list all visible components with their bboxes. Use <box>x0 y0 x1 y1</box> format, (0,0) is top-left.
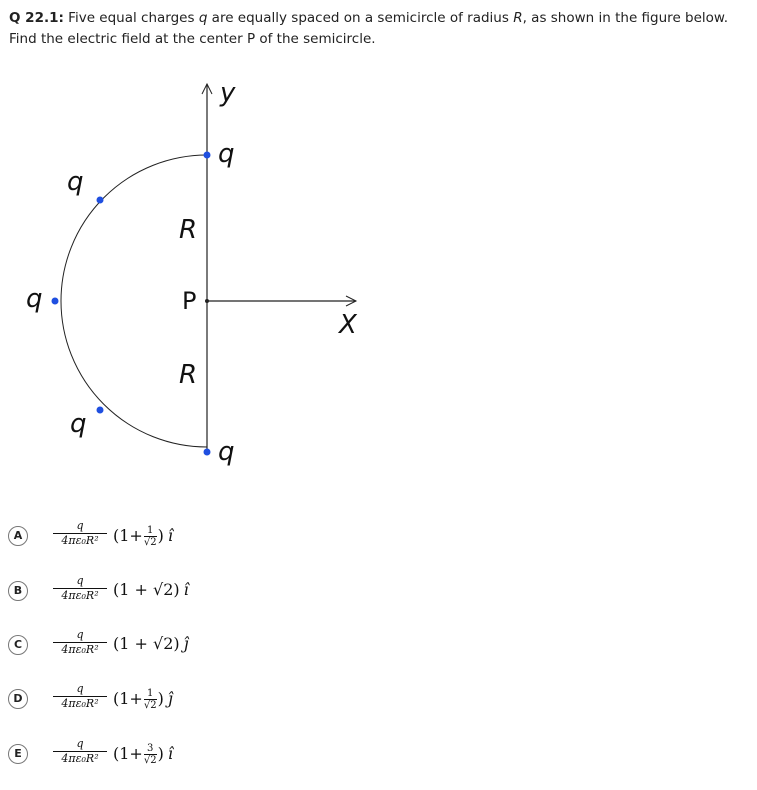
expression-lead: (1 + √2) <box>113 634 180 653</box>
fraction-numerator: q <box>76 574 84 587</box>
charge-label-top: q <box>218 139 235 169</box>
expression-close: ) <box>157 744 164 763</box>
semicircle-figure <box>0 70 400 470</box>
fraction-numerator: q <box>76 628 84 641</box>
question-text-part3: , as shown in the figure below. Find the electric field at the center P of the semicircle. <box>9 10 729 47</box>
option-b[interactable] <box>8 571 308 611</box>
expression-close: ) <box>157 689 164 708</box>
inner-numerator: 1 <box>147 525 154 536</box>
question-text <box>9 8 749 50</box>
inner-fraction <box>144 743 157 766</box>
inner-numerator: 1 <box>147 688 154 699</box>
unit-vector: î <box>167 744 173 763</box>
unit-vector: î <box>167 526 173 545</box>
charge-upper-left <box>97 197 104 204</box>
coefficient-fraction <box>53 629 107 656</box>
expression-lead: (1+ <box>113 526 143 545</box>
charge-label-upper-left: q <box>67 167 84 197</box>
bracket-expression <box>113 525 173 548</box>
bracket-expression <box>113 743 173 766</box>
center-point <box>205 299 209 303</box>
option-letter-badge[interactable]: E <box>8 744 28 764</box>
question-var-q: q <box>198 10 208 26</box>
unit-vector: ĵ <box>183 634 189 653</box>
inner-denominator: √2 <box>143 700 157 711</box>
fraction-numerator: q <box>76 682 84 695</box>
option-d[interactable] <box>8 679 308 719</box>
charge-label-left: q <box>26 284 43 314</box>
question-text-part2: are equally spaced on a semicircle of radius <box>207 10 514 26</box>
option-letter-badge[interactable]: C <box>8 635 28 655</box>
radius-label-lower: R <box>179 360 198 390</box>
charge-label-lower-left: q <box>70 409 87 439</box>
option-c[interactable] <box>8 625 308 665</box>
y-axis-label: y <box>220 78 236 108</box>
unit-vector: î <box>183 580 189 599</box>
inner-denominator: √2 <box>143 755 157 766</box>
option-a[interactable] <box>8 516 308 556</box>
option-letter-badge[interactable]: A <box>8 526 28 546</box>
fraction-denominator: 4πε₀R² <box>61 697 99 710</box>
radius-label-upper: R <box>179 215 198 245</box>
fraction-denominator: 4πε₀R² <box>61 589 99 602</box>
unit-vector: ĵ <box>167 689 173 708</box>
x-axis-label: X <box>339 310 357 340</box>
bracket-expression <box>113 688 173 711</box>
option-letter-badge[interactable]: D <box>8 689 28 709</box>
option-e[interactable] <box>8 734 308 774</box>
fraction-denominator: 4πε₀R² <box>61 534 99 547</box>
expression-lead: (1+ <box>113 689 143 708</box>
charge-lower-left <box>97 407 104 414</box>
bracket-expression <box>113 580 189 599</box>
center-label: P <box>182 287 197 315</box>
inner-denominator: √2 <box>143 537 157 548</box>
charge-label-bottom: q <box>218 437 235 467</box>
inner-fraction <box>144 688 157 711</box>
fraction-denominator: 4πε₀R² <box>61 752 99 765</box>
charge-left <box>52 298 59 305</box>
expression-lead: (1+ <box>113 744 143 763</box>
expression-lead: (1 + √2) <box>113 580 180 599</box>
coefficient-fraction <box>53 683 107 710</box>
inner-fraction <box>144 525 157 548</box>
option-letter-badge[interactable]: B <box>8 581 28 601</box>
fraction-denominator: 4πε₀R² <box>61 643 99 656</box>
fraction-numerator: q <box>76 737 84 750</box>
inner-numerator: 3 <box>147 743 154 754</box>
coefficient-fraction <box>53 738 107 765</box>
coefficient-fraction <box>53 520 107 547</box>
question-text-part1: Five equal charges <box>63 10 199 26</box>
question-var-r: R <box>513 10 523 26</box>
coefficient-fraction <box>53 575 107 602</box>
fraction-numerator: q <box>76 519 84 532</box>
charge-top <box>204 152 211 159</box>
bracket-expression <box>113 634 189 653</box>
expression-close: ) <box>157 526 164 545</box>
charge-bottom <box>204 449 211 456</box>
question-number: Q 22.1: <box>9 10 64 26</box>
